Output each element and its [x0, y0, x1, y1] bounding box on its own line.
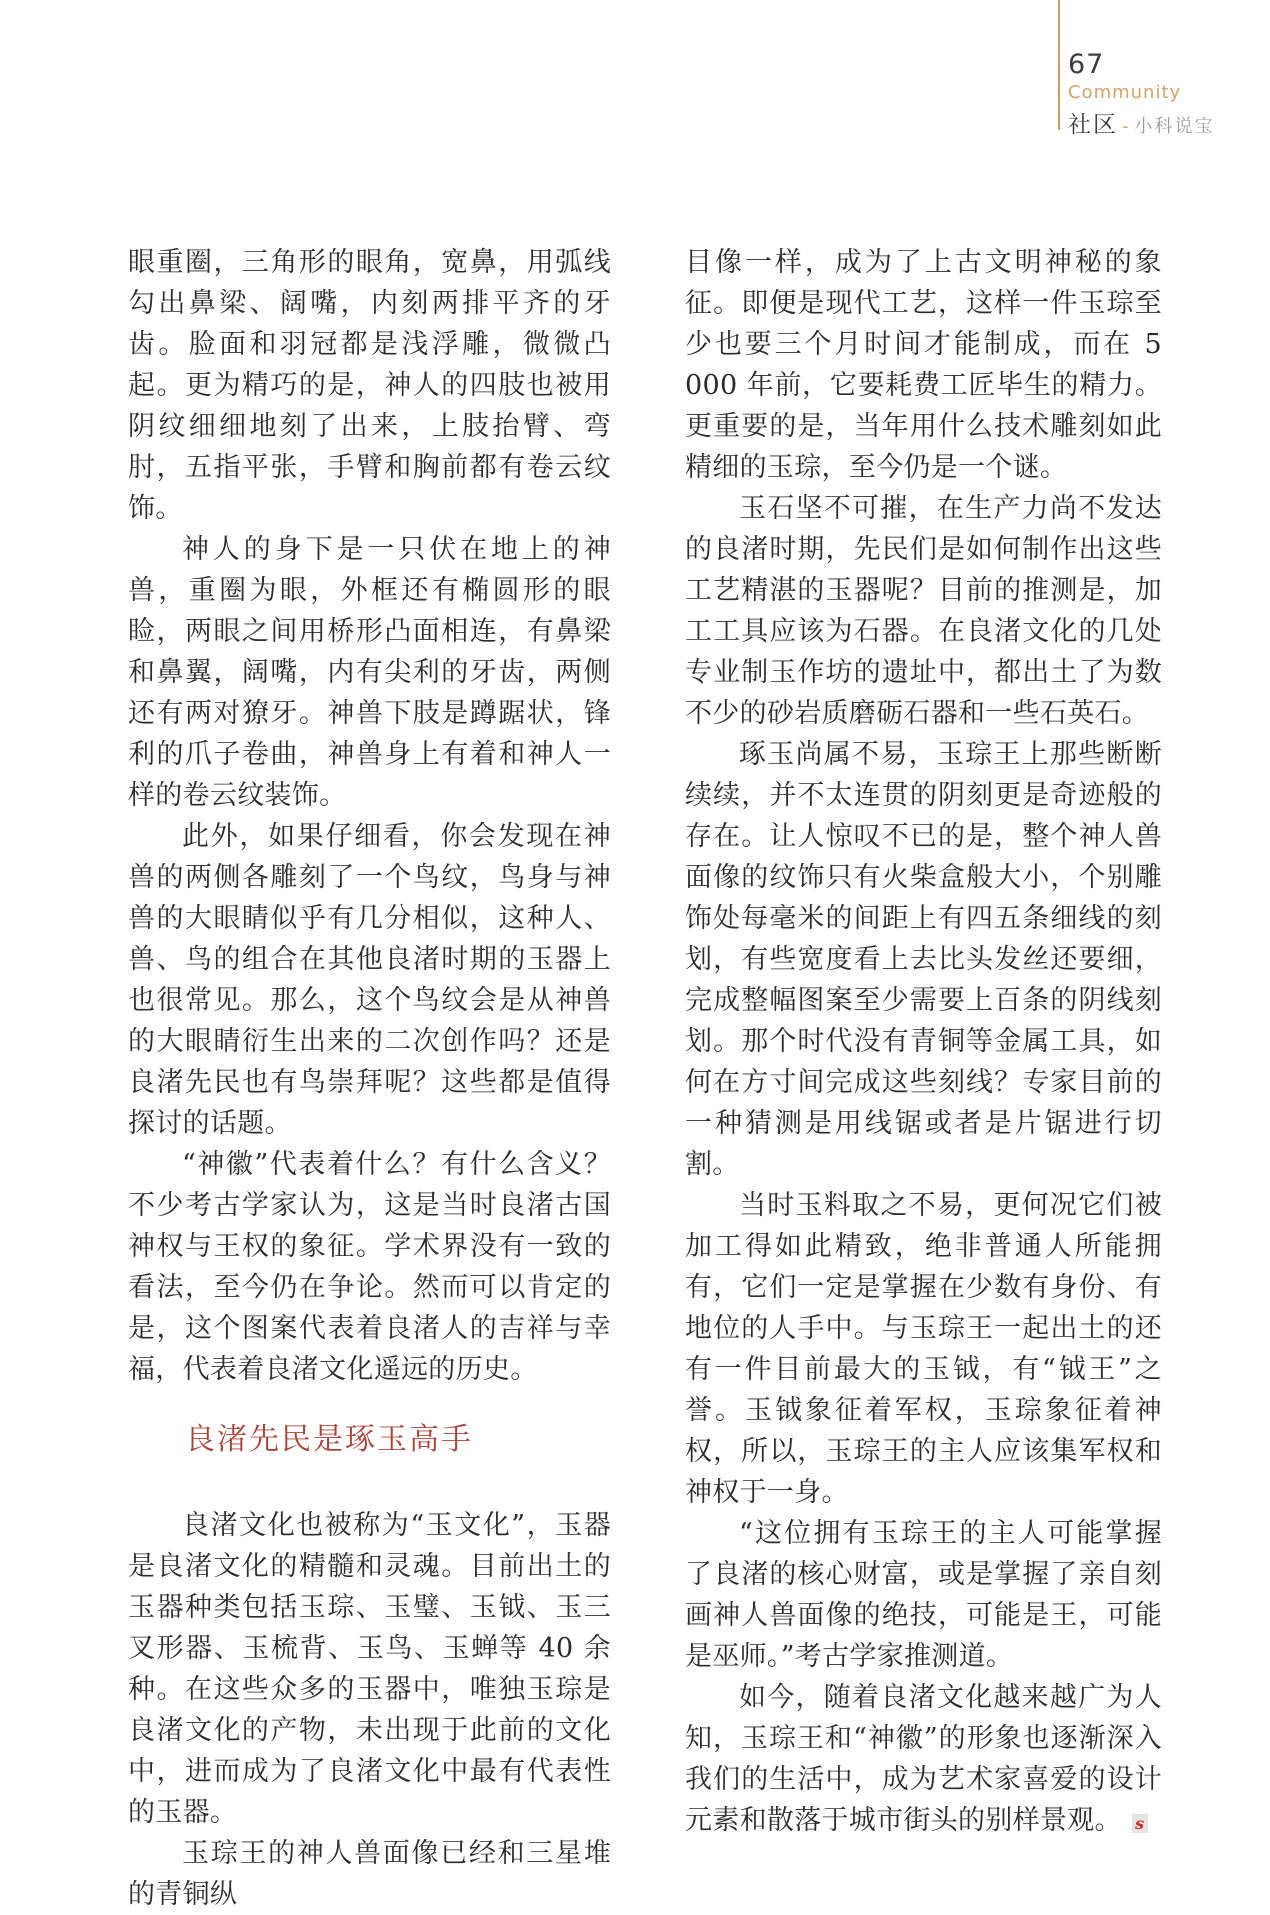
page-header [1068, 50, 1215, 139]
body-paragraph: 神人的身下是一只伏在地上的神兽，重圈为眼，外框还有椭圆形的眼睑，两眼之间用桥形凸面相连，有鼻梁和鼻翼，阔嘴，内有尖利的牙齿，两侧还有两对獠牙。神兽下肢是蹲踞状，锋利的爪子卷曲，神兽身上有着和神人一样的卷云纹装饰。 [128, 534, 611, 811]
article-end-mark: s [1132, 1814, 1148, 1833]
section-name-row [1068, 106, 1215, 139]
article-column-left [128, 242, 611, 1915]
body-paragraph: 当时玉料取之不易，更何况它们被加工得如此精致，绝非普通人所能拥有，它们一定是掌握在少数有身份、有地位的人手中。与玉琮王一起出土的还有一件目前最大的玉钺，有“钺王”之誉。玉钺象征着军权，玉琮象征着神权，所以，玉琮王的主人应该集军权和神权于一身。 [685, 1190, 1162, 1508]
body-paragraph: 此外，如果仔细看，你会发现在神兽的两侧各雕刻了一个鸟纹，鸟身与神兽的大眼睛似乎有几分相似，这种人、兽、鸟的组合在其他良渚时期的玉器上也很常见。那么，这个鸟纹会是从神兽的大眼睛衍生出来的二次创作吗？还是良渚先民也有鸟崇拜呢？这些都是值得探讨的话题。 [128, 821, 611, 1139]
page-number: 67 [1068, 49, 1105, 80]
body-paragraph-final [685, 1677, 1162, 1841]
body-paragraph: 眼重圈，三角形的眼角，宽鼻，用弧线勾出鼻梁、阔嘴，内刻两排平齐的牙齿。脸面和羽冠都是浅浮雕，微微凸起。更为精巧的是，神人的四肢也被用阴纹细细地刻了出来，上肢抬臂、弯肘，五指平张，手臂和胸前都有卷云纹饰。 [128, 247, 611, 524]
body-paragraph: 玉琮王的神人兽面像已经和三星堆的青铜纵 [128, 1838, 611, 1910]
body-paragraph: “神徽”代表着什么？有什么含义？不少考古学家认为，这是当时良渚古国神权与王权的象征。学术界没有一致的看法，至今仍在争论。然而可以肯定的是，这个图案代表着良渚人的吉祥与幸福，代表着良渚文化遥远的历史。 [128, 1149, 611, 1385]
section-separator-dash: - [1122, 116, 1129, 138]
header-accent-rule [1058, 0, 1060, 130]
body-paragraph: “这位拥有玉琮王的主人可能掌握了良渚的核心财富，或是掌握了亲自刻画神人兽面像的绝技，可能是王，可能是巫师。”考古学家推测道。 [685, 1518, 1162, 1672]
paragraph-group [128, 1505, 611, 1915]
body-paragraph: 琢玉尚属不易，玉琮王上那些断断续续，并不太连贯的阴刻更是奇迹般的存在。让人惊叹不已的是，整个神人兽面像的纹饰只有火柴盒般大小，个别雕饰处每毫米的间距上有四五条细线的刻划，有些宽度看上去比头发丝还要细，完成整幅图案至少需要上百条的阴线刻划。那个时代没有青铜等金属工具，如何在方寸间完成这些刻线？专家目前的一种猜测是用线锯或者是片锯进行切割。 [685, 739, 1162, 1180]
paragraph-group [128, 529, 611, 1390]
paragraph-group [685, 488, 1162, 1677]
section-subheading: 良渚先民是琢玉高手 [185, 1422, 473, 1457]
body-paragraph: 玉石坚不可摧，在生产力尚不发达的良渚时期，先民们是如何制作出这些工艺精湛的玉器呢？目前的推测是，加工工具应该为石器。在良渚文化的几处专业制玉作坊的遗址中，都出土了为数不少的砂岩质磨砺石器和一些石英石。 [685, 493, 1162, 729]
body-paragraph: 良渚文化也被称为“玉文化”，玉器是良渚文化的精髓和灵魂。目前出土的玉器种类包括玉琮、玉璧、玉钺、玉三叉形器、玉梳背、玉鸟、玉蝉等 40 余种。在这些众多的玉器中，唯独玉琮是良渚文化的产物，未出现于此前的文化中，进而成为了良渚文化中最有代表性的玉器。 [128, 1510, 611, 1828]
final-paragraph-text: 如今，随着良渚文化越来越广为人知，玉琮王和“神徽”的形象也逐渐深入我们的生活中，成为艺术家喜爱的设计元素和散落于城市街头的别样景观。 [685, 1682, 1162, 1836]
section-name-chinese: 社区 [1068, 112, 1118, 139]
article-column-right [685, 242, 1162, 1841]
section-name-english: Community [1068, 81, 1182, 103]
body-paragraph: 目像一样，成为了上古文明神秘的象征。即便是现代工艺，这样一件玉琮至少也要三个月时间才能制成，而在 5 000 年前，它要耗费工匠毕生的精力。更重要的是，当年用什么技术雕刻如此精细的玉琮，至今仍是一个谜。 [685, 247, 1162, 483]
column-title: 小科说宝 [1134, 116, 1215, 138]
